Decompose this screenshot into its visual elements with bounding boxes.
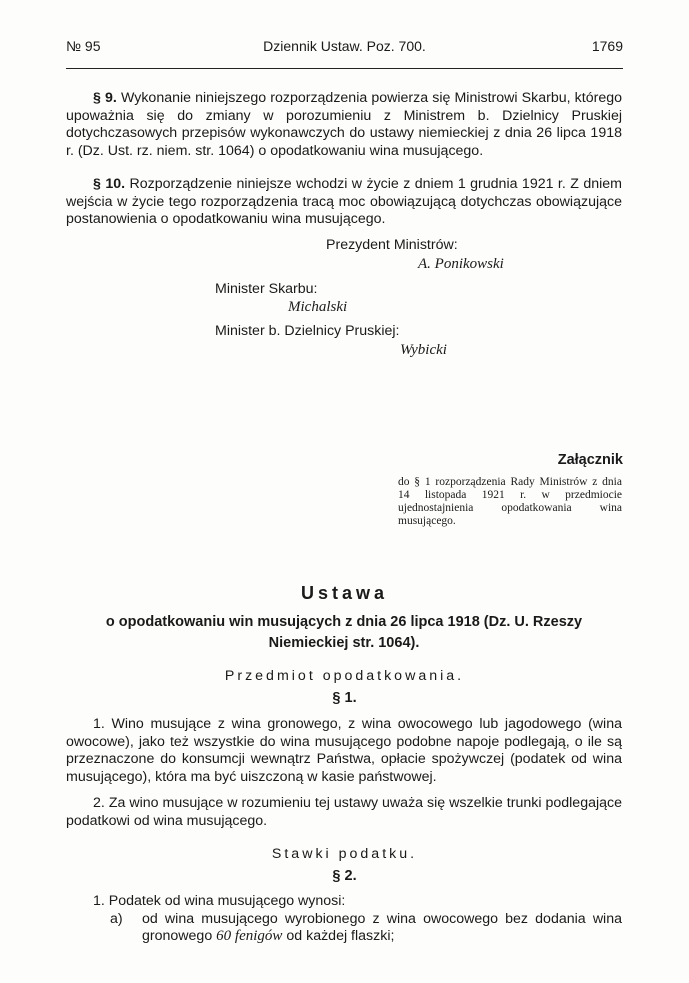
section-heading-rates: Stawki podatku. <box>271 846 418 862</box>
section-1-item-1: 1. Wino musujące z wina gronowego, z wina owocowego lub jagodowego (wina owocowe), jako też wszystkie do wina musującego podobne napoje podlegają, o ile są przeznaczone do konsumcji wewnątrz Państwa, opłacie spożywczej (podatek od wina musującego), która ma być uiszczoną w kasie państwowej. <box>66 716 622 785</box>
paragraph-9-label: § 9. <box>93 90 117 106</box>
paragraph-10 <box>66 176 622 229</box>
prussian-name: Wybicki <box>400 342 447 358</box>
section-2-item-1: 1. Podatek od wina musującego wynosi: <box>93 893 346 909</box>
page-header <box>66 38 623 58</box>
paragraph-10-label: § 10. <box>93 176 126 192</box>
item-a-label: a) <box>110 911 123 927</box>
section-2-label: § 2. <box>332 868 357 884</box>
treasury-title: Minister Skarbu: <box>215 281 318 297</box>
page-number: 1769 <box>591 38 623 54</box>
issue-number: № 95 <box>66 38 101 54</box>
section-heading-subject: Przedmiot opodatkowania. <box>224 668 465 684</box>
item-a-text-start: od wina musującego wyrobionego z wina owocowego bez dodania wina gronowego <box>142 911 622 944</box>
paragraph-10-text: Rozporządzenie niniejsze wchodzi w życie z dniem 1 grudnia 1921 r. Z dniem wejścia w życie tego rozporządzenia tracą moc obowiązującą dotychczas obowiązujące postanowienia o opodatkowaniu wina musującego. <box>66 176 622 227</box>
journal-title: Dziennik Ustaw. Poz. 700. <box>263 38 426 54</box>
header-rule <box>66 68 623 69</box>
prussian-title: Minister b. Dzielnicy Pruskiej: <box>215 323 400 339</box>
item-a-text <box>110 911 622 945</box>
pm-name: A. Ponikowski <box>418 256 504 272</box>
law-subtitle: o opodatkowaniu win musujących z dnia 26 lipca 1918 (Dz. U. Rzeszy Niemieckiej str. 1064). <box>105 614 583 651</box>
law-title: Ustawa <box>300 583 389 603</box>
section-1-label: § 1. <box>332 690 357 706</box>
item-a-text-end: od każdej flaszki; <box>286 928 395 944</box>
section-1-item-2: 2. Za wino musujące w rozumieniu tej ustawy uważa się wszelkie trunki podlegające podatkowi od wina musującego. <box>66 795 622 829</box>
paragraph-9 <box>66 90 622 160</box>
annex-description: do § 1 rozporządzenia Rady Ministrów z dnia 14 listopada 1921 r. w przedmiocie ujednostajnienia opodatkowania wina musującego. <box>398 476 622 527</box>
annex-title: Załącznik <box>557 452 623 468</box>
item-a-amount: 60 fenigów <box>216 928 283 944</box>
section-2-item-a <box>110 911 622 945</box>
paragraph-9-text: Wykonanie niniejszego rozporządzenia powierza się Ministrowi Skarbu, którego upoważnia się do zmiany w porozumieniu z Ministrem b. Dzielnicy Pruskiej dotychczasowych przepisów wykonawczych do ustawy niemieckiej z dnia 26 lipca 1918 r. (Dz. Ust. rz. niem. str. 1064) o opodatkowaniu wina musującego. <box>66 90 622 159</box>
treasury-name: Michalski <box>288 299 348 315</box>
pm-title: Prezydent Ministrów: <box>326 237 458 253</box>
